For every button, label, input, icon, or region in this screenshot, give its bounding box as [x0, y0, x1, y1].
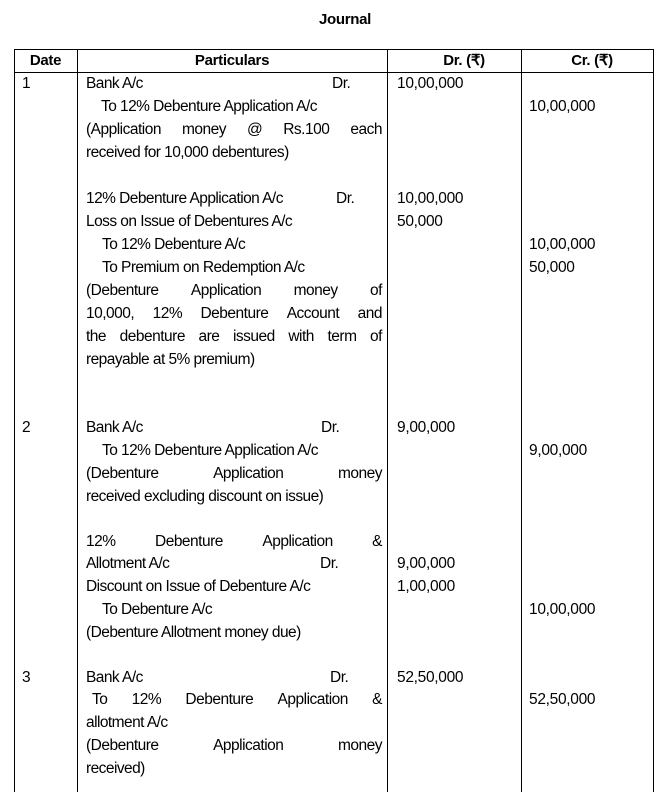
- narration-line: (Debenture Application money: [86, 737, 382, 754]
- credit-account: To 12% Debenture Application A/c: [102, 442, 318, 459]
- narration-line: (Debenture Allotment money due): [86, 624, 301, 641]
- table-left-border: [14, 49, 15, 792]
- header-dr: Dr. (₹): [443, 52, 485, 69]
- dr-amount: 1,00,000: [397, 578, 455, 595]
- narration-line: (Debenture Application money: [86, 465, 382, 482]
- debit-account: Loss on Issue of Debentures A/c: [86, 213, 293, 230]
- narration-line: received for 10,000 debentures): [86, 144, 289, 161]
- particulars-column-divider: [387, 49, 388, 792]
- page-title: Journal: [318, 11, 372, 28]
- entry-date: 3: [22, 669, 31, 686]
- dr-amount: 50,000: [397, 213, 443, 230]
- header-date: Date: [29, 52, 62, 69]
- table-top-border: [14, 49, 654, 50]
- cr-amount: 10,00,000: [529, 236, 596, 253]
- dr-marker: Dr.: [332, 75, 351, 92]
- cr-amount: 52,50,000: [529, 691, 596, 708]
- debit-account: Bank A/c: [86, 75, 143, 92]
- dr-amount: 52,50,000: [397, 669, 464, 686]
- credit-account: To 12% Debenture A/c: [102, 236, 246, 253]
- dr-marker: Dr.: [321, 419, 340, 436]
- dr-marker: Dr.: [320, 555, 339, 572]
- narration-line: repayable at 5% premium): [86, 351, 255, 368]
- header-bottom-border: [14, 72, 654, 73]
- credit-account: allotment A/c: [86, 714, 168, 731]
- narration-line: the debenture are issued with term of: [86, 328, 382, 345]
- dr-amount: 9,00,000: [397, 419, 455, 436]
- cr-amount: 50,000: [529, 259, 575, 276]
- dr-amount: 10,00,000: [397, 190, 464, 207]
- cr-amount: 10,00,000: [529, 98, 596, 115]
- table-right-border: [653, 49, 654, 792]
- debit-account: Discount on Issue of Debenture A/c: [86, 578, 311, 595]
- header-cr: Cr. (₹): [571, 52, 613, 69]
- credit-account: To 12% Debenture Application A/c: [101, 98, 317, 115]
- credit-account: To 12% Debenture Application &: [92, 691, 382, 708]
- entry-date: 1: [22, 75, 31, 92]
- debit-account: Allotment A/c: [86, 555, 170, 572]
- dr-marker: Dr.: [330, 669, 349, 686]
- entry-date: 2: [22, 419, 31, 436]
- narration-line: received): [86, 760, 145, 777]
- header-particulars: Particulars: [194, 52, 270, 69]
- debit-account: Bank A/c: [86, 669, 143, 686]
- narration-line: (Debenture Application money of: [86, 282, 382, 299]
- credit-account: To Debenture A/c: [102, 601, 213, 618]
- narration-line: (Application money @ Rs.100 each: [86, 121, 382, 138]
- dr-amount: 10,00,000: [397, 75, 464, 92]
- debit-account: 12% Debenture Application A/c: [86, 190, 283, 207]
- narration-line: received excluding discount on issue): [86, 488, 324, 505]
- credit-account: To Premium on Redemption A/c: [102, 259, 305, 276]
- particulars-line: 12% Debenture Application &: [86, 533, 382, 550]
- cr-amount: 10,00,000: [529, 601, 596, 618]
- narration-line: 10,000, 12% Debenture Account and: [86, 305, 382, 322]
- dr-amount: 9,00,000: [397, 555, 455, 572]
- date-column-divider: [77, 49, 78, 792]
- dr-column-divider: [521, 49, 522, 792]
- cr-amount: 9,00,000: [529, 442, 587, 459]
- debit-account: Bank A/c: [86, 419, 143, 436]
- dr-marker: Dr.: [336, 190, 355, 207]
